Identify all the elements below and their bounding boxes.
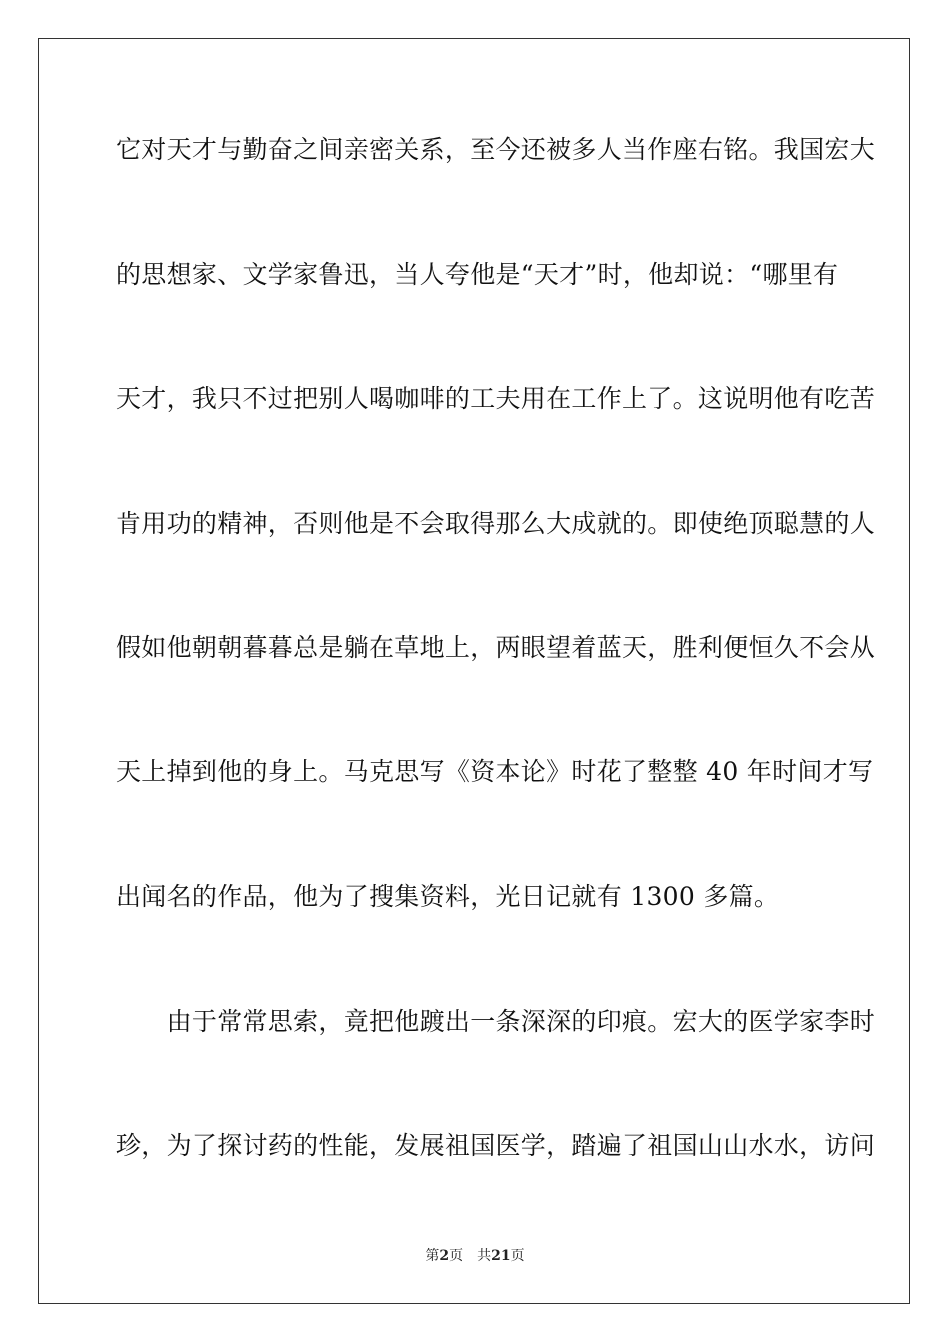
text-line: 天才，我只不过把别人喝咖啡的工夫用在工作上了。这说明他有吃苦: [116, 384, 876, 413]
page-number-current: 2: [439, 1248, 450, 1264]
page-footer: [0, 1246, 950, 1266]
text-line: 肯用功的精神，否则他是不会取得那么大成就的。即使绝顶聪慧的人: [116, 509, 876, 538]
total-pages-suffix: 页: [510, 1248, 525, 1264]
text-line: 的思想家、文学家鲁迅，当人夸他是“天才”时，他却说：“哪里有: [116, 260, 839, 289]
page-number-suffix: 页: [449, 1248, 464, 1264]
total-pages-prefix: 共: [477, 1248, 492, 1264]
text-line: 珍，为了探讨药的性能，发展祖国医学，踏遍了祖国山山水水，访问: [116, 1131, 876, 1160]
text-line: 出闻名的作品，他为了搜集资料，光日记就有 1300 多篇。: [116, 882, 780, 911]
total-pages-count: 21: [491, 1248, 511, 1264]
page-number-prefix: 第: [425, 1248, 440, 1264]
text-line: 天上掉到他的身上。马克思写《资本论》时花了整整 40 年时间才写: [116, 757, 874, 786]
text-line: 由于常常思索，竟把他踱出一条深深的印痕。宏大的医学家李时: [116, 1007, 876, 1036]
text-line: 假如他朝朝暮暮总是躺在草地上，两眼望着蓝天，胜利便恒久不会从: [116, 633, 876, 662]
page-border: [38, 38, 910, 1304]
text-line: 它对天才与勤奋之间亲密关系，至今还被多人当作座右铭。我国宏大: [116, 135, 876, 164]
